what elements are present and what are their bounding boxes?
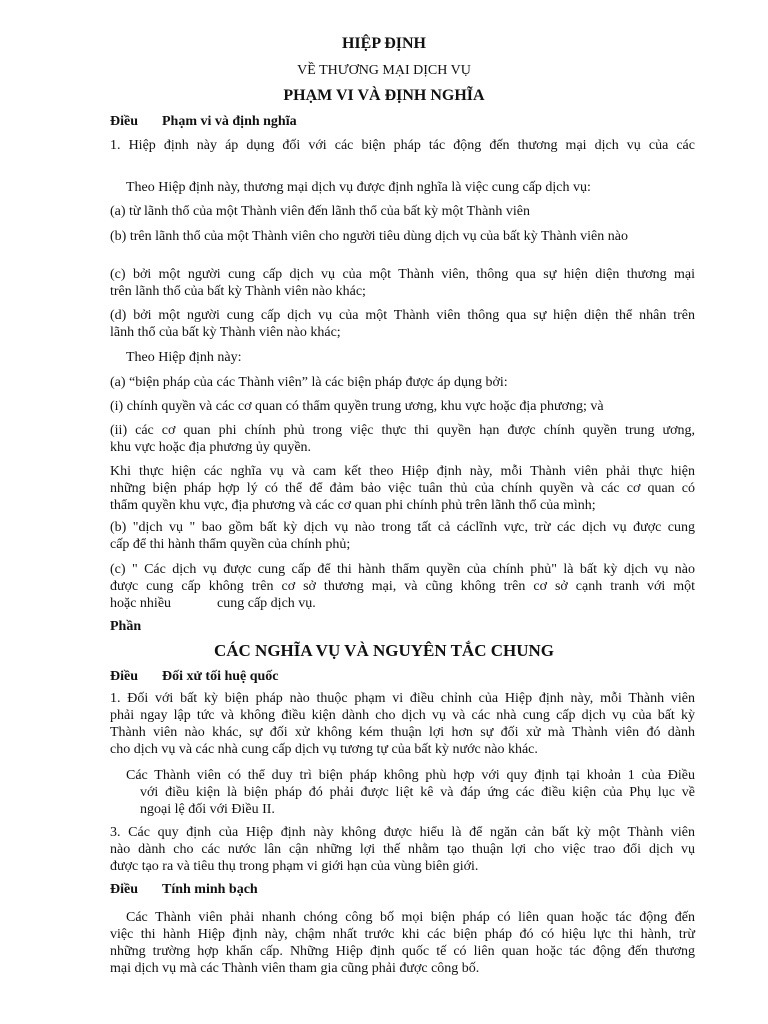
paragraph-fragment: cung cấp dịch vụ. [217, 596, 316, 611]
section-heading-scope: PHẠM VI VÀ ĐỊNH NGHĨA [283, 87, 485, 104]
paragraph-line: Khi thực hiện các nghĩa vụ và cam kết theo Hiệp định này, mỗi Thành viên phải thực hiện [110, 464, 695, 479]
paragraph-line: cho dịch vụ và các nhà cung cấp dịch vụ tương tự của bất kỳ nước nào khác. [110, 742, 538, 757]
paragraph-line: Các Thành viên phải nhanh chóng công bố mọi biện pháp có liên quan hoặc tác động đến [126, 910, 695, 925]
paragraph-line: (b) "dịch vụ " bao gồm bất kỳ dịch vụ nào trong tất cả cáclĩnh vực, trừ các dịch vụ được cung [110, 520, 695, 535]
paragraph-line: Thành viên nào khác, sự đối xử không kém thuận lợi hơn sự đối xử mà Thành viên đó dành [110, 725, 695, 740]
paragraph-line: 1. Đối với bất kỳ biện pháp nào thuộc phạm vi điều chỉnh của Hiệp định này, mỗi Thành viên [110, 691, 695, 706]
paragraph-measures-a: (a) “biện pháp của các Thành viên” là các biện pháp được áp dụng bởi: [110, 375, 508, 390]
paragraph-line: được cung cấp không trên cơ sở thương mại, và cũng không trên cơ sở cạnh tranh với một [110, 579, 695, 594]
paragraph-measures-ii [110, 422, 695, 456]
paragraph-line: lãnh thổ của bất kỳ Thành viên nào khác; [110, 325, 341, 340]
paragraph-measures-intro: Theo Hiệp định này: [126, 350, 242, 365]
article-word: Điều [110, 114, 138, 129]
paragraph-mfn-1 [110, 690, 695, 758]
paragraph-mfn-2 [126, 767, 695, 818]
paragraph-line [110, 595, 695, 612]
paragraph-line: trên lãnh thổ của bất kỳ Thành viên nào khác; [110, 284, 366, 299]
paragraph-line: (c) " Các dịch vụ được cung cấp để thi hành thẩm quyền của chính phủ" là bất kỳ dịch vụ nào [110, 562, 695, 577]
paragraph-line: khu vực hoặc địa phương ủy quyền. [110, 440, 312, 455]
article-heading-scope [110, 113, 768, 130]
article-word: Điều [110, 882, 138, 897]
paragraph-line: nào dành cho các nước lân cận những lợi thế nhằm tạo thuận lợi cho việc trao đổi dịch vụ [110, 842, 695, 857]
paragraph-line: với điều kiện là biện pháp đó phải được liệt kê và đáp ứng các điều kiện của Phụ lục về [140, 785, 695, 800]
part-label: Phần [110, 619, 142, 634]
section-heading-obligations: CÁC NGHĨA VỤ VÀ NGUYÊN TẮC CHUNG [213, 641, 555, 660]
paragraph-line: ngoại lệ đối với Điều II. [140, 802, 275, 817]
paragraph-measures-i: (i) chính quyền và các cơ quan có thẩm quyền trung ương, khu vực hoặc địa phương; và [110, 399, 604, 414]
paragraph-mode-b: (b) trên lãnh thổ của một Thành viên cho người tiêu dùng dịch vụ của bất kỳ Thành viên nào [110, 229, 628, 244]
paragraph-line: (c) bởi một người cung cấp dịch vụ của một Thành viên, thông qua sự hiện diện thương mại [110, 267, 695, 282]
article-title: Đối xử tối huệ quốc [162, 669, 279, 684]
paragraph-mode-c [110, 266, 695, 300]
paragraph-line: những biện pháp hợp lý có thể để đảm bảo việc tuân thủ của chính quyền và các cơ quan có [110, 481, 695, 496]
paragraph-line: 1. Hiệp định này áp dụng đối với các biện pháp tác động đến thương mại dịch vụ của các [110, 138, 695, 153]
document-subtitle: VỀ THƯƠNG MẠI DỊCH VỤ [297, 63, 471, 78]
paragraph-line: (ii) các cơ quan phi chính phủ trong việc thực thi quyền hạn được chính quyền trung ương, [110, 423, 695, 438]
paragraph-line: (d) bởi một người cung cấp dịch vụ của một Thành viên thông qua sự hiện diện thể nhân trên [110, 308, 695, 323]
paragraph-fragment: hoặc nhiều [110, 596, 172, 611]
paragraph-services-c [110, 561, 695, 612]
paragraph-transparency [110, 909, 695, 977]
paragraph-mode-d [110, 307, 695, 341]
paragraph-1 [110, 137, 695, 154]
paragraph-line: thẩm quyền khu vực, địa phương và các cơ quan phi chính phủ trên lãnh thổ của mình; [110, 498, 596, 513]
paragraph-mode-a: (a) từ lãnh thổ của một Thành viên đến lãnh thổ của bất kỳ một Thành viên [110, 204, 530, 219]
paragraph-line: mại dịch vụ mà các Thành viên tham gia cũng phải được công bố. [110, 961, 480, 976]
paragraph-line: việc thi hành Hiệp định này, chậm nhất trước khi các biện pháp đó có hiệu lực thi hành, trừ [110, 927, 695, 942]
article-word: Điều [110, 669, 138, 684]
paragraph-line: phải ngay lập tức và không điều kiện dành cho dịch vụ và các nhà cung cấp dịch vụ của bất kỳ [110, 708, 695, 723]
paragraph-line: 3. Các quy định của Hiệp định này không được hiểu là để ngăn cản bất kỳ một Thành viên [110, 825, 695, 840]
paragraph-definition: Theo Hiệp định này, thương mại dịch vụ được định nghĩa là việc cung cấp dịch vụ: [126, 180, 591, 195]
article-heading-mfn [110, 668, 768, 685]
paragraph-mfn-3 [110, 824, 695, 875]
paragraph-line: được tạo ra và tiêu thụ trong phạm vi giới hạn của vùng biên giới. [110, 859, 479, 874]
article-title: Phạm vi và định nghĩa [162, 114, 297, 129]
paragraph-services-b [110, 519, 695, 553]
paragraph-line: Các Thành viên có thể duy trì biện pháp không phù hợp với quy định tại khoản 1 của Điều [126, 768, 695, 783]
article-heading-transparency [110, 881, 768, 898]
article-title: Tính minh bạch [162, 882, 258, 897]
paragraph-line: cấp để thi hành thẩm quyền của chính phủ; [110, 537, 351, 552]
paragraph-obligations [110, 463, 695, 514]
document-title: HIỆP ĐỊNH [341, 35, 426, 52]
paragraph-line: những trường hợp khẩn cấp. Những Hiệp định quốc tế có liên quan hoặc tác động đến thương [110, 944, 695, 959]
